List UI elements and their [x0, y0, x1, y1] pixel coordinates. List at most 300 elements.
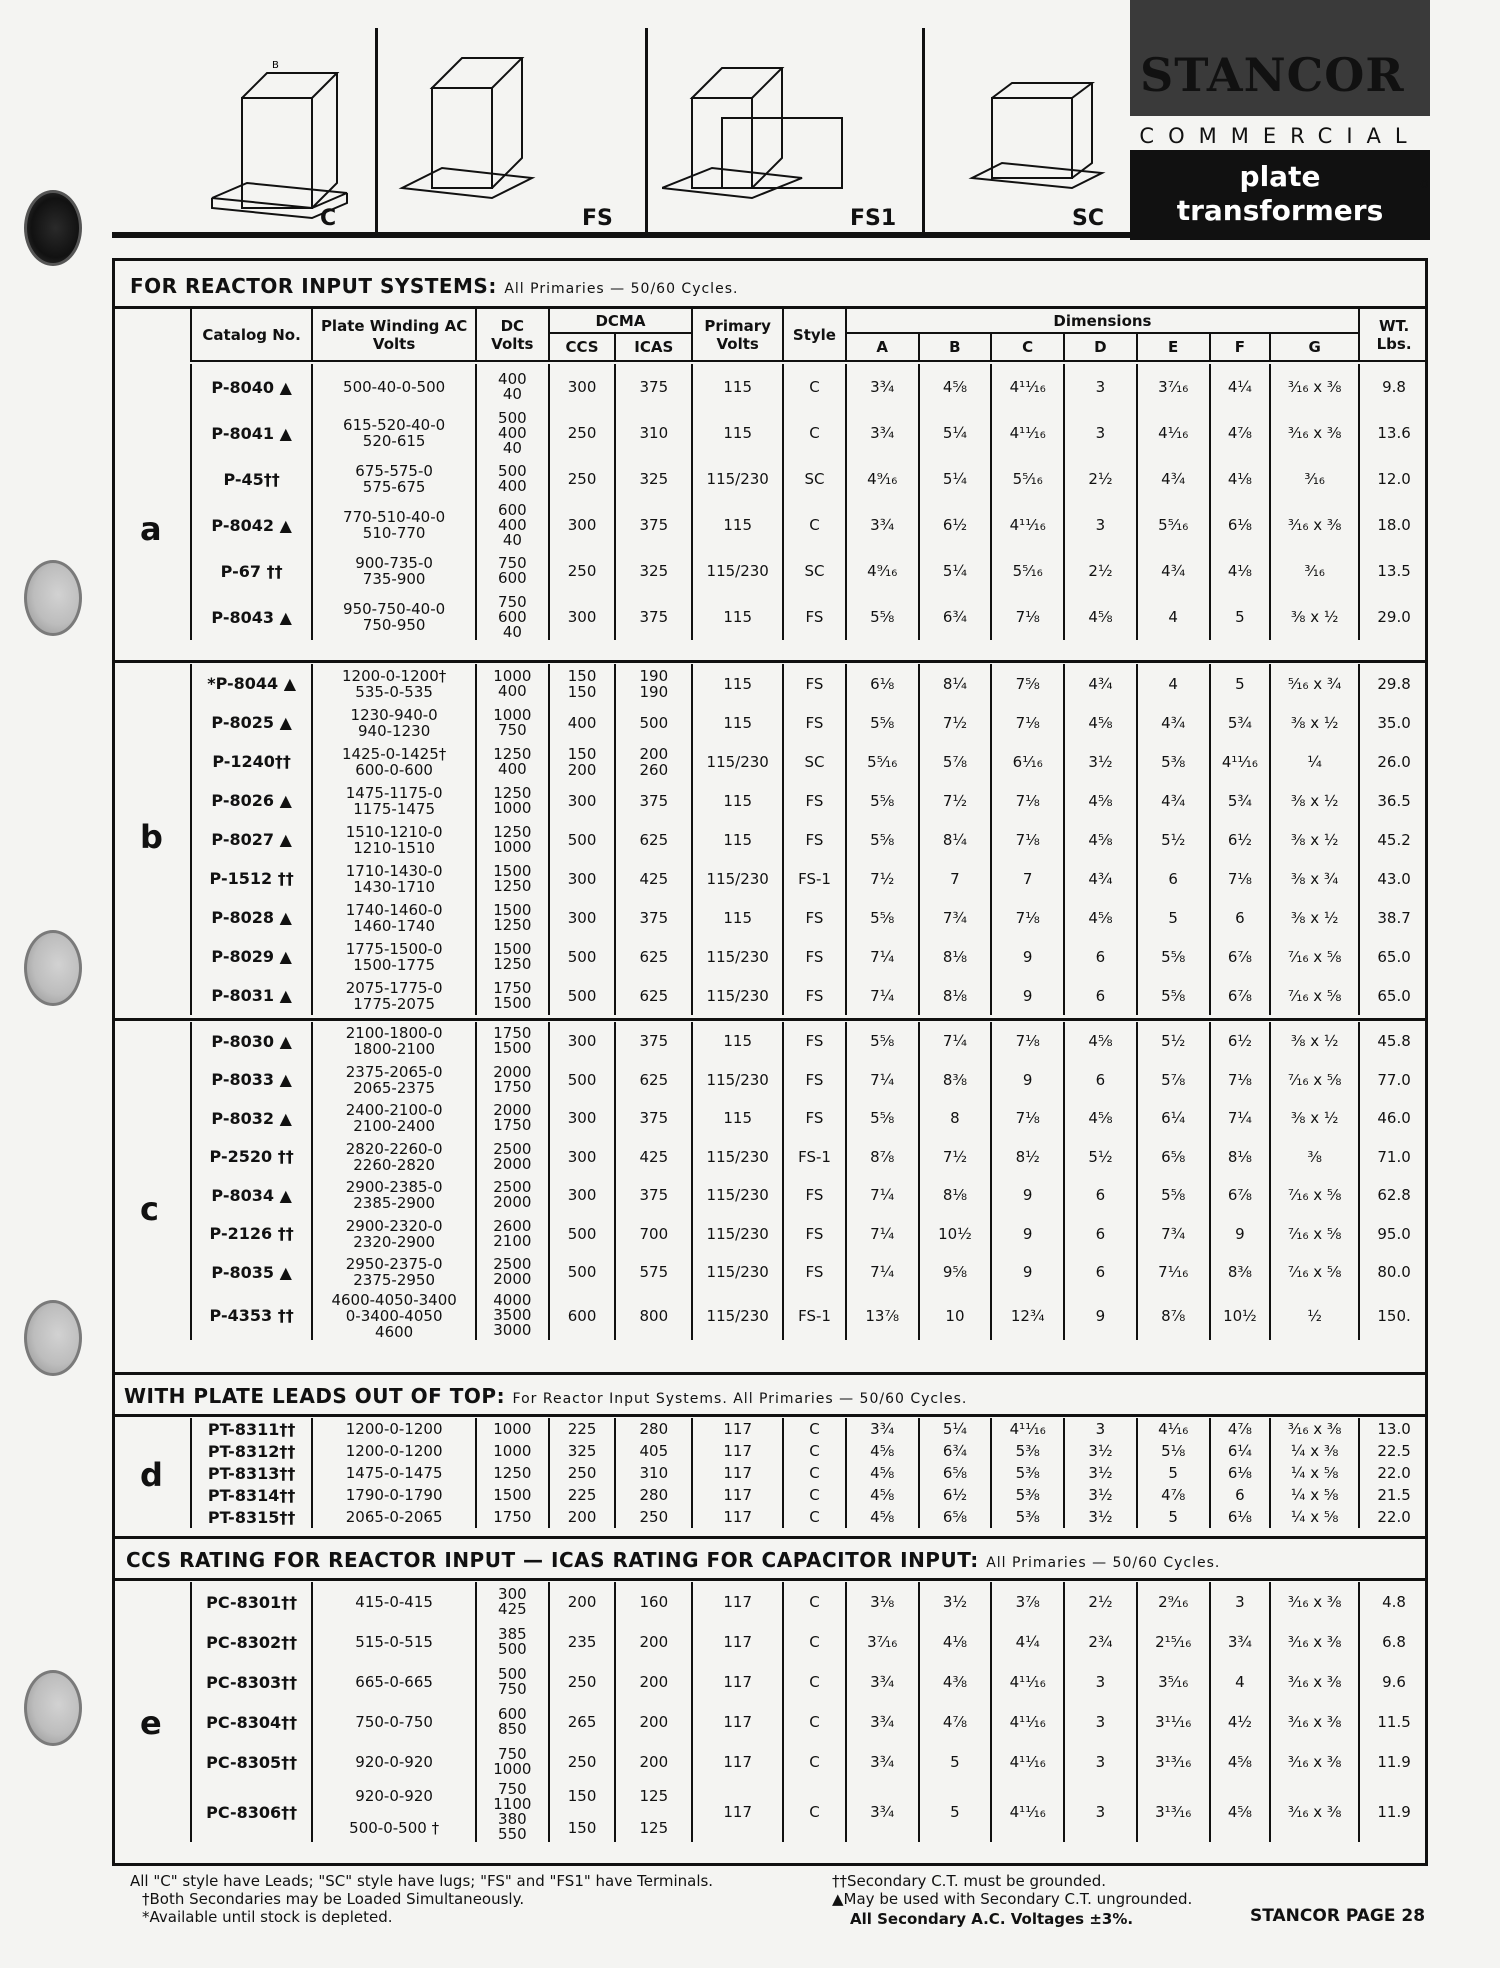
style: FS: [783, 703, 846, 742]
weight: 35.0: [1359, 703, 1428, 742]
plate-winding: 1200-0-1200: [312, 1440, 476, 1462]
dim-c: 4¹¹⁄₁₆: [991, 1662, 1064, 1702]
style: FS: [783, 1022, 846, 1061]
group-letter-b: b: [140, 818, 163, 856]
dim-c: 4¹¹⁄₁₆: [991, 364, 1064, 410]
dcma-ccs: 235: [549, 1622, 616, 1662]
dim-a: 4⁹⁄₁₆: [846, 548, 919, 594]
dim-c: 4¹¹⁄₁₆: [991, 502, 1064, 548]
dim-g: ³⁄₁₆ x ⅜: [1270, 1582, 1359, 1622]
group-letter-a: a: [140, 510, 162, 548]
plate-winding: 615-520-40-0 520-615: [312, 410, 476, 456]
dim-g: ⁷⁄₁₆ x ⅝: [1270, 1253, 1359, 1292]
primary-volts: 117: [692, 1462, 783, 1484]
dim-c: 9: [991, 1061, 1064, 1100]
dim-c: 7: [991, 859, 1064, 898]
dcma-icas: 375: [615, 781, 692, 820]
dcma-ccs: 250: [549, 456, 616, 502]
dim-g: ¼ x ⅝: [1270, 1484, 1359, 1506]
dim-a: 7¼: [846, 1253, 919, 1292]
table-row: [191, 502, 1428, 548]
weight: 22.0: [1359, 1506, 1428, 1528]
dcma-ccs: 200: [549, 1582, 616, 1622]
dim-f: 6½: [1210, 1022, 1271, 1061]
section-divider: [112, 1414, 1428, 1417]
dim-b: 8⅛: [919, 1176, 992, 1215]
catalog-number: PC-8306††: [191, 1782, 312, 1842]
dcma-icas: 405: [615, 1440, 692, 1462]
plate-winding: 2375-2065-0 2065-2375: [312, 1061, 476, 1100]
dim-d: 4⅝: [1064, 703, 1137, 742]
dim-b: 4⅛: [919, 1622, 992, 1662]
dim-e: 4¾: [1137, 548, 1210, 594]
weight: 45.8: [1359, 1022, 1428, 1061]
dim-c: 8½: [991, 1138, 1064, 1177]
primary-volts: 117: [692, 1742, 783, 1782]
catalog-number: PT-8312††: [191, 1440, 312, 1462]
dim-a: 5⅝: [846, 820, 919, 859]
style: C: [783, 1702, 846, 1742]
dim-d: 4⅝: [1064, 1099, 1137, 1138]
catalog-number: PC-8301††: [191, 1582, 312, 1622]
dcma-ccs: 300: [549, 1099, 616, 1138]
dim-g: ¼ x ⅝: [1270, 1462, 1359, 1484]
table-row: [191, 781, 1428, 820]
brand-name: STANCOR: [1140, 48, 1405, 102]
catalog-number: P-67 ††: [191, 548, 312, 594]
style: C: [783, 1440, 846, 1462]
catalog-number: P-2126 ††: [191, 1215, 312, 1254]
group-c-table: [190, 1022, 1428, 1340]
dim-a: 4⅝: [846, 1440, 919, 1462]
table-row: [191, 1582, 1428, 1622]
style: C: [783, 1742, 846, 1782]
dim-f: 4⅛: [1210, 456, 1271, 502]
dc-volts: 1500 1250: [476, 898, 549, 937]
dim-b: 10: [919, 1292, 992, 1340]
dcma-ccs: 300: [549, 1022, 616, 1061]
weight: 13.5: [1359, 548, 1428, 594]
plate-winding: 770-510-40-0 510-770: [312, 502, 476, 548]
footer-note-6: All Secondary A.C. Voltages ±3%.: [850, 1910, 1134, 1928]
col-ccs: CCS: [549, 333, 616, 361]
plate-winding: 1200-0-1200† 535-0-535: [312, 664, 476, 703]
catalog-number: P-8028 ▲: [191, 898, 312, 937]
style: FS: [783, 937, 846, 976]
dim-d: 4¾: [1064, 664, 1137, 703]
dcma-icas: 375: [615, 594, 692, 640]
weight: 13.0: [1359, 1418, 1428, 1440]
dim-a: 7¼: [846, 976, 919, 1015]
dim-b: 5¼: [919, 456, 992, 502]
dim-a: 5⅝: [846, 898, 919, 937]
style: C: [783, 1582, 846, 1622]
dim-e: 2⁹⁄₁₆: [1137, 1582, 1210, 1622]
dim-f: 3¾: [1210, 1622, 1271, 1662]
weight: 77.0: [1359, 1061, 1428, 1100]
primary-volts: 117: [692, 1418, 783, 1440]
dc-volts: 1500: [476, 1484, 549, 1506]
weight: 65.0: [1359, 937, 1428, 976]
dim-a: 5⅝: [846, 594, 919, 640]
catalog-number: P-45††: [191, 456, 312, 502]
dim-c: 4¹¹⁄₁₆: [991, 1742, 1064, 1782]
dc-volts: 1250 1000: [476, 781, 549, 820]
group-e-table: [190, 1582, 1428, 1842]
dim-e: 5⅞: [1137, 1061, 1210, 1100]
group-a-table: [190, 364, 1428, 640]
weight: 45.2: [1359, 820, 1428, 859]
dcma-ccs: 500: [549, 1215, 616, 1254]
binder-hole: [24, 1670, 82, 1746]
primary-volts: 117: [692, 1440, 783, 1462]
dim-g: ⁷⁄₁₆ x ⅝: [1270, 1215, 1359, 1254]
catalog-number: P-8032 ▲: [191, 1099, 312, 1138]
dim-f: 4¼: [1210, 364, 1271, 410]
primary-volts: 115/230: [692, 1292, 783, 1340]
dcma-icas: 325: [615, 548, 692, 594]
style: C: [783, 364, 846, 410]
plate-winding: 2900-2385-0 2385-2900: [312, 1176, 476, 1215]
dim-e: 6¼: [1137, 1099, 1210, 1138]
title-line-1: plate: [1239, 160, 1321, 193]
dim-g: ³⁄₁₆ x ⅜: [1270, 410, 1359, 456]
dim-b: 8¼: [919, 820, 992, 859]
group-letter-e: e: [140, 1704, 162, 1742]
table-row: [191, 1662, 1428, 1702]
dim-d: 2½: [1064, 456, 1137, 502]
dim-e: 5⅝: [1137, 976, 1210, 1015]
table-row: [191, 1462, 1428, 1484]
dim-d: 3½: [1064, 1506, 1137, 1528]
dim-a: 3⁷⁄₁₆: [846, 1622, 919, 1662]
dc-volts: 1500 1250: [476, 937, 549, 976]
dim-a: 3¾: [846, 1662, 919, 1702]
dim-b: 7¾: [919, 898, 992, 937]
dcma-icas: 625: [615, 937, 692, 976]
dim-a: 4⁹⁄₁₆: [846, 456, 919, 502]
dim-a: 5⅝: [846, 781, 919, 820]
style: FS: [783, 898, 846, 937]
dim-g: ⅜ x ½: [1270, 820, 1359, 859]
figure-fs1-label: FS1: [850, 206, 897, 231]
dcma-ccs: 300: [549, 594, 616, 640]
dc-volts: 500 400 40: [476, 410, 549, 456]
primary-volts: 117: [692, 1702, 783, 1742]
weight: 21.5: [1359, 1484, 1428, 1506]
dim-f: 3: [1210, 1582, 1271, 1622]
primary-volts: 115/230: [692, 1138, 783, 1177]
dcma-icas: 200: [615, 1742, 692, 1782]
dim-a: 7½: [846, 859, 919, 898]
dim-b: 6⅝: [919, 1506, 992, 1528]
dcma-icas: 280: [615, 1484, 692, 1506]
section-divider: [112, 1578, 1428, 1581]
catalog-number: P-8030 ▲: [191, 1022, 312, 1061]
plate-winding: 1425-0-1425† 600-0-600: [312, 742, 476, 781]
dim-d: 2½: [1064, 548, 1137, 594]
section-3-note: All Primaries — 50/60 Cycles.: [986, 1555, 1221, 1571]
catalog-number: PC-8305††: [191, 1742, 312, 1782]
plate-winding: 750-0-750: [312, 1702, 476, 1742]
primary-volts: 117: [692, 1662, 783, 1702]
dim-d: 3: [1064, 1702, 1137, 1742]
style: FS: [783, 1253, 846, 1292]
dim-g: ³⁄₁₆ x ⅜: [1270, 1702, 1359, 1742]
catalog-number: P-8031 ▲: [191, 976, 312, 1015]
dim-c: 7⅛: [991, 898, 1064, 937]
group-divider: [112, 1018, 1428, 1021]
plate-winding: 1510-1210-0 1210-1510: [312, 820, 476, 859]
style: FS: [783, 1215, 846, 1254]
table-row: [191, 594, 1428, 640]
dcma-icas: 160: [615, 1582, 692, 1622]
col-style: Style: [783, 309, 846, 361]
dim-g: ⁷⁄₁₆ x ⅝: [1270, 1061, 1359, 1100]
catalog-number: P-1240††: [191, 742, 312, 781]
weight: 71.0: [1359, 1138, 1428, 1177]
weight: 9.6: [1359, 1662, 1428, 1702]
dim-d: 3½: [1064, 742, 1137, 781]
dim-a: 3¾: [846, 1702, 919, 1742]
dim-f: 8⅛: [1210, 1138, 1271, 1177]
dim-e: 5⅛: [1137, 1440, 1210, 1462]
catalog-number: PC-8302††: [191, 1622, 312, 1662]
dcma-icas: 375: [615, 1099, 692, 1138]
figure-divider: [645, 28, 648, 234]
plate-winding: 4600-4050-3400 0-3400-4050 4600: [312, 1292, 476, 1340]
dim-d: 4⅝: [1064, 898, 1137, 937]
col-dim-f: F: [1210, 333, 1271, 361]
header-rule: [112, 232, 1130, 238]
table-row: [191, 937, 1428, 976]
dim-a: 5⁵⁄₁₆: [846, 742, 919, 781]
dim-g: ⅜ x ½: [1270, 898, 1359, 937]
dim-c: 7⅛: [991, 703, 1064, 742]
table-row: [191, 548, 1428, 594]
dcma-ccs: 265: [549, 1702, 616, 1742]
table-row: [191, 1702, 1428, 1742]
dim-d: 4⅝: [1064, 594, 1137, 640]
dim-e: 4: [1137, 594, 1210, 640]
weight: 38.7: [1359, 898, 1428, 937]
section-1-note: All Primaries — 50/60 Cycles.: [504, 281, 739, 297]
dcma-ccs: 500: [549, 1253, 616, 1292]
dc-volts: 600 400 40: [476, 502, 549, 548]
weight: 11.9: [1359, 1742, 1428, 1782]
dim-a: 3¾: [846, 364, 919, 410]
group-d-table: [190, 1418, 1428, 1528]
weight: 29.0: [1359, 594, 1428, 640]
dim-f: 5¾: [1210, 781, 1271, 820]
dcma-ccs: 300: [549, 1176, 616, 1215]
dc-volts: 1750 1500: [476, 976, 549, 1015]
dim-e: 3¹³⁄₁₆: [1137, 1782, 1210, 1842]
style: C: [783, 1506, 846, 1528]
dcma-icas: 575: [615, 1253, 692, 1292]
plate-winding: 900-735-0 735-900: [312, 548, 476, 594]
dim-g: ³⁄₁₆ x ⅜: [1270, 364, 1359, 410]
catalog-number: P-8026 ▲: [191, 781, 312, 820]
dim-c: 9: [991, 976, 1064, 1015]
dcma-ccs: 150 200: [549, 742, 616, 781]
figure-divider: [375, 28, 378, 234]
dim-e: 5: [1137, 1506, 1210, 1528]
dim-e: 5⅝: [1137, 1176, 1210, 1215]
primary-volts: 115: [692, 781, 783, 820]
dim-f: 4⅝: [1210, 1782, 1271, 1842]
dim-c: 7⅛: [991, 820, 1064, 859]
style: FS: [783, 781, 846, 820]
catalog-number: PC-8303††: [191, 1662, 312, 1702]
style: FS-1: [783, 1138, 846, 1177]
dc-volts: 1000: [476, 1418, 549, 1440]
weight: 13.6: [1359, 410, 1428, 456]
dcma-ccs: 150 150: [549, 664, 616, 703]
section-1-title: FOR REACTOR INPUT SYSTEMS:: [130, 274, 497, 298]
primary-volts: 115: [692, 1022, 783, 1061]
dcma-icas: 310: [615, 410, 692, 456]
dim-c: 4¹¹⁄₁₆: [991, 410, 1064, 456]
dim-c: 9: [991, 937, 1064, 976]
dim-f: 6⅞: [1210, 937, 1271, 976]
dcma-icas: 425: [615, 1138, 692, 1177]
dc-volts: 1750: [476, 1506, 549, 1528]
dim-d: 6: [1064, 976, 1137, 1015]
weight: 6.8: [1359, 1622, 1428, 1662]
dim-f: 6⅛: [1210, 1462, 1271, 1484]
catalog-number: P-8040 ▲: [191, 364, 312, 410]
dim-e: 4¹⁄₁₆: [1137, 1418, 1210, 1440]
weight: 9.8: [1359, 364, 1428, 410]
primary-volts: 117: [692, 1622, 783, 1662]
dim-g: ⁵⁄₁₆ x ¾: [1270, 664, 1359, 703]
dim-a: 3¾: [846, 1418, 919, 1440]
dim-f: 10½: [1210, 1292, 1271, 1340]
dim-g: ³⁄₁₆ x ⅜: [1270, 1418, 1359, 1440]
dcma-icas: 250: [615, 1506, 692, 1528]
figure-sc-label: SC: [1072, 206, 1104, 231]
weight: 80.0: [1359, 1253, 1428, 1292]
style: SC: [783, 742, 846, 781]
dim-f: 7¼: [1210, 1099, 1271, 1138]
dim-c: 4¹¹⁄₁₆: [991, 1418, 1064, 1440]
binder-hole: [24, 930, 82, 1006]
dim-f: 5: [1210, 664, 1271, 703]
dcma-ccs: 600: [549, 1292, 616, 1340]
dcma-icas: 325: [615, 456, 692, 502]
dim-d: 3½: [1064, 1484, 1137, 1506]
col-catalog: Catalog No.: [191, 309, 312, 361]
dim-b: 5¼: [919, 548, 992, 594]
dim-a: 7¼: [846, 1061, 919, 1100]
dim-e: 5½: [1137, 820, 1210, 859]
table-row: [191, 1742, 1428, 1782]
catalog-number: PT-8314††: [191, 1484, 312, 1506]
dim-d: 3½: [1064, 1462, 1137, 1484]
dim-c: 5⁵⁄₁₆: [991, 548, 1064, 594]
style: FS: [783, 1099, 846, 1138]
dc-volts: 750 1000: [476, 1742, 549, 1782]
primary-volts: 115: [692, 898, 783, 937]
dim-f: 4⅞: [1210, 1418, 1271, 1440]
dim-c: 5⅜: [991, 1484, 1064, 1506]
table-row: [191, 742, 1428, 781]
table-row: [191, 1215, 1428, 1254]
primary-volts: 115: [692, 364, 783, 410]
plate-winding: 415-0-415: [312, 1582, 476, 1622]
primary-volts: 115/230: [692, 742, 783, 781]
dc-volts: 2500 2000: [476, 1253, 549, 1292]
catalog-number: P-8034 ▲: [191, 1176, 312, 1215]
style: C: [783, 1662, 846, 1702]
binder-hole: [24, 560, 82, 636]
col-dc-volts: DC Volts: [476, 309, 549, 361]
dcma-ccs: 200: [549, 1506, 616, 1528]
col-dimensions: Dimensions: [846, 309, 1359, 333]
dim-d: 5½: [1064, 1138, 1137, 1177]
dim-d: 4⅝: [1064, 1022, 1137, 1061]
style: SC: [783, 548, 846, 594]
section-divider: [112, 1372, 1428, 1375]
dim-f: 6: [1210, 898, 1271, 937]
plate-winding: 1790-0-1790: [312, 1484, 476, 1506]
catalog-number: PT-8311††: [191, 1418, 312, 1440]
dcma-icas: 200: [615, 1662, 692, 1702]
weight: 95.0: [1359, 1215, 1428, 1254]
dim-f: 6⅛: [1210, 502, 1271, 548]
dim-d: 3: [1064, 1782, 1137, 1842]
figure-fs-label: FS: [582, 206, 613, 231]
dim-d: 3: [1064, 502, 1137, 548]
dim-f: 7⅛: [1210, 859, 1271, 898]
dim-d: 3: [1064, 1418, 1137, 1440]
dim-g: ³⁄₁₆ x ⅜: [1270, 1742, 1359, 1782]
dim-e: 6: [1137, 859, 1210, 898]
dim-b: 6½: [919, 1484, 992, 1506]
primary-volts: 115/230: [692, 859, 783, 898]
catalog-number: P-4353 ††: [191, 1292, 312, 1340]
dc-volts: 1250 1000: [476, 820, 549, 859]
dcma-ccs: 300: [549, 364, 616, 410]
dcma-icas: 375: [615, 1022, 692, 1061]
section-3-title: CCS RATING FOR REACTOR INPUT — ICAS RATING FOR CAPACITOR INPUT:: [126, 1548, 979, 1572]
dcma-ccs: 250: [549, 1462, 616, 1484]
section-3-heading: [126, 1548, 1220, 1572]
dim-b: 10½: [919, 1215, 992, 1254]
dim-a: 3¾: [846, 502, 919, 548]
dim-d: 3: [1064, 1742, 1137, 1782]
dim-c: 5⅜: [991, 1440, 1064, 1462]
dcma-icas: 125 125: [615, 1782, 692, 1842]
dcma-icas: 700: [615, 1215, 692, 1254]
dcma-icas: 800: [615, 1292, 692, 1340]
dcma-ccs: 300: [549, 859, 616, 898]
style: C: [783, 410, 846, 456]
dcma-ccs: 225: [549, 1484, 616, 1506]
dcma-ccs: 250: [549, 1662, 616, 1702]
dcma-icas: 625: [615, 976, 692, 1015]
primary-volts: 115: [692, 820, 783, 859]
section-2-heading: [124, 1384, 967, 1408]
plate-winding: 1230-940-0 940-1230: [312, 703, 476, 742]
svg-text:B: B: [272, 60, 279, 71]
primary-volts: 115: [692, 594, 783, 640]
dim-f: 6: [1210, 1484, 1271, 1506]
dim-d: 3½: [1064, 1440, 1137, 1462]
dcma-icas: 200: [615, 1622, 692, 1662]
dim-d: 9: [1064, 1292, 1137, 1340]
